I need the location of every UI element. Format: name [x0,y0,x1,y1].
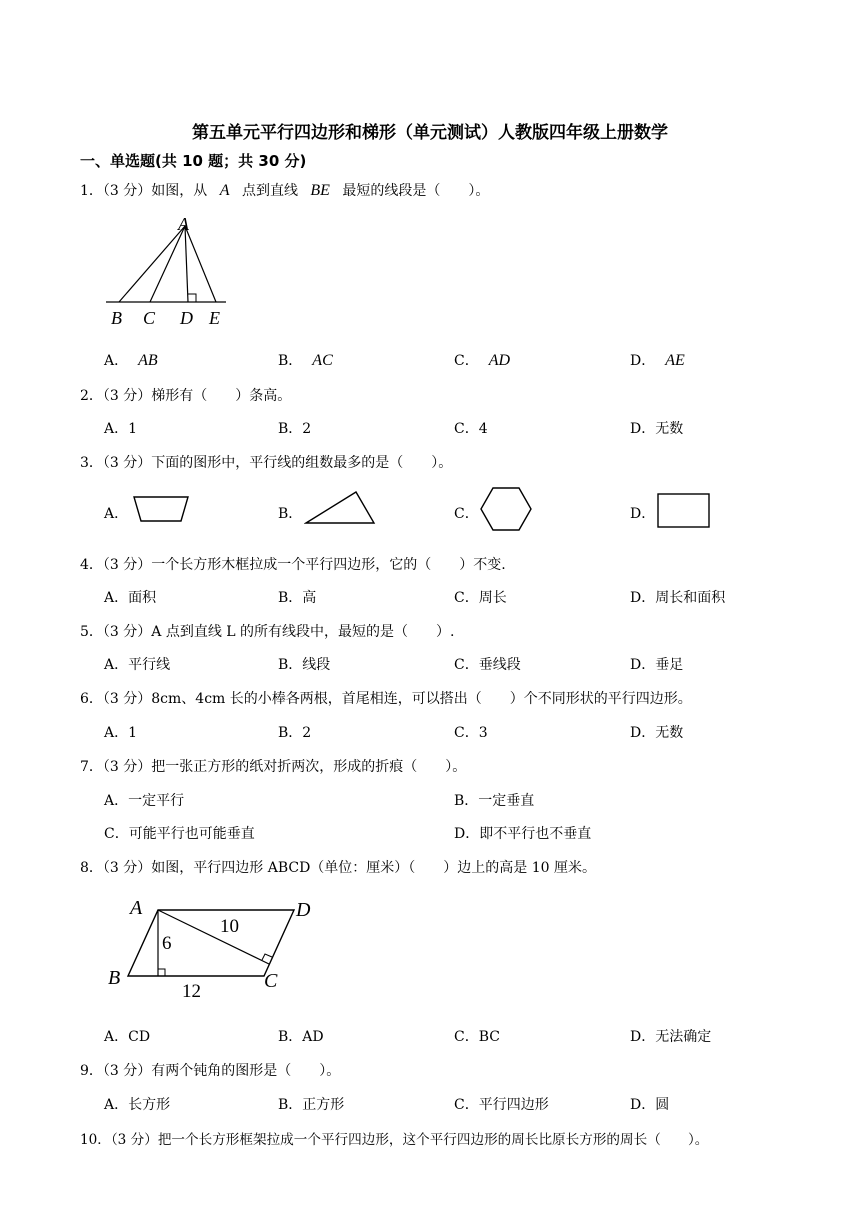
option-letter: B． [278,421,303,437]
option-letter: D． [630,421,656,437]
option-text: 无数 [655,725,684,741]
option-letter: C． [454,1029,479,1045]
option-letter: B． [278,506,303,522]
q3-trapezoid-shape [132,494,192,524]
option-text: 1 [128,421,138,437]
q8-right-angle-mark-side [262,954,272,960]
q8-label-ten: 10 [220,916,239,937]
option-text: AC [312,352,333,369]
section-heading: 一、单选题(共 10 题；共 30 分) [80,152,307,170]
q1-right-angle-mark [188,294,196,302]
q8-right-angle-mark-base [158,969,165,976]
q8-label-c: C [264,970,278,992]
q8-option-c[interactable] [454,1026,500,1046]
option-text: 垂足 [655,657,684,673]
option-text: 周长和面积 [655,590,726,606]
q8-option-d[interactable] [630,1026,711,1046]
option-letter: C． [454,657,479,673]
q9-option-c[interactable] [454,1094,549,1114]
q6-option-b[interactable] [278,722,311,742]
q2-option-c[interactable] [454,418,488,438]
option-text: BC [478,1029,500,1045]
q5-option-d[interactable] [630,654,683,674]
option-letter: D． [630,1029,656,1045]
option-letter: C． [104,826,129,842]
option-letter: A． [104,657,129,673]
option-letter: D． [630,506,656,522]
option-letter: B． [278,353,303,369]
option-letter: A． [104,793,129,809]
q1-option-d[interactable] [630,350,685,370]
q1-figure [100,214,240,332]
option-text: AD [302,1029,324,1045]
option-letter: A． [104,590,129,606]
q8-height-to-cd [158,910,269,964]
q3-option-d[interactable] [630,503,655,523]
q7-option-d[interactable] [454,823,591,843]
q8-label-a: A [130,897,143,919]
q9-option-b[interactable] [278,1094,344,1114]
q8-label-base: 12 [182,981,201,1002]
option-text: AE [665,352,685,369]
option-letter: A． [104,421,129,437]
option-text: 3 [478,725,488,741]
option-text: 垂线段 [478,657,521,673]
option-text: AD [488,352,511,369]
option-text: 平行四边形 [478,1097,549,1113]
question-6-stem: 6．（3 分）8cm、4cm 长的小棒各两根，首尾相连，可以搭出（ ）个不同形状的平行四边形。 [80,691,692,707]
question-4-stem: 4．（3 分）一个长方形木框拉成一个平行四边形，它的（ ）不变. [80,557,506,573]
question-10-stem: 10．（3 分）把一个长方形框架拉成一个平行四边形，这个平行四边形的周长比原长方形的周长（ ）。 [80,1132,709,1148]
option-letter: A． [104,506,129,522]
q4-option-c[interactable] [454,587,507,607]
q4-option-a[interactable] [104,587,156,607]
option-text: 无数 [655,421,684,437]
q1-stem-part: 最短的线段是（ ）。 [342,183,490,199]
option-letter: A． [104,1097,129,1113]
q1-label-a: A [178,214,189,234]
option-text: 平行线 [128,657,171,673]
q6-option-a[interactable] [104,722,137,742]
q3-hexagon-shape [479,486,533,532]
option-letter: B． [454,793,479,809]
option-text: 1 [128,725,138,741]
option-text: 高 [302,590,317,606]
option-letter: B． [278,725,303,741]
q1-label-d: D [180,308,193,328]
option-text: 圆 [655,1097,670,1113]
option-text: 线段 [302,657,331,673]
option-letter: D． [630,353,656,369]
option-letter: D． [630,725,656,741]
q2-option-b[interactable] [278,418,311,438]
q2-option-d[interactable] [630,418,683,438]
q3-triangle-shape [304,490,376,526]
option-text: 可能平行也可能垂直 [128,826,255,842]
q1-label-b: B [111,308,122,328]
q8-label-height: 6 [162,933,172,954]
question-2-stem: 2．（3 分）梯形有（ ）条高。 [80,388,292,404]
option-letter: B． [278,590,303,606]
option-letter: B． [278,1029,303,1045]
q2-option-a[interactable] [104,418,137,438]
option-text: 面积 [128,590,157,606]
option-letter: D． [630,590,656,606]
q7-option-c[interactable] [104,823,255,843]
option-letter: C． [454,353,479,369]
option-text: 即不平行也不垂直 [479,826,592,842]
q5-option-a[interactable] [104,654,170,674]
option-letter: C． [454,506,479,522]
option-letter: D． [630,1097,656,1113]
q5-option-b[interactable] [278,654,330,674]
option-text: 无法确定 [655,1029,712,1045]
q1-option-a[interactable] [104,350,158,370]
option-text: CD [128,1029,151,1045]
q4-option-b[interactable] [278,587,316,607]
option-letter: C． [454,421,479,437]
q6-option-c[interactable] [454,722,488,742]
question-5-stem: 5．（3 分）A 点到直线 L 的所有线段中，最短的是（ ）. [80,624,455,640]
q1-point-a: A [219,182,230,199]
q1-label-c: C [143,308,156,328]
q3-option-a[interactable] [104,503,128,523]
q8-option-b[interactable] [278,1026,324,1046]
option-text: AB [138,352,158,369]
q8-option-a[interactable] [104,1026,150,1046]
option-letter: A． [104,1029,129,1045]
q4-option-d[interactable] [630,587,725,607]
q1-segment-ae [185,226,216,302]
option-letter: C． [454,725,479,741]
q1-label-e: E [209,308,220,328]
option-text: 长方形 [128,1097,171,1113]
option-text: 2 [302,725,312,741]
q1-line-be: BE [310,182,330,199]
q1-stem-part: 点到直线 [241,183,298,199]
q1-option-b[interactable] [278,350,333,370]
q3-option-c[interactable] [454,503,479,523]
page-title: 第五单元平行四边形和梯形（单元测试）人教版四年级上册数学 [192,123,668,143]
question-8-stem: 8．（3 分）如图，平行四边形 ABCD（单位：厘米）（ ）边上的高是 10 厘米。 [80,860,597,876]
option-letter: A． [104,353,129,369]
q8-figure [100,890,330,1006]
option-letter: D． [630,657,656,673]
option-letter: B． [278,1097,303,1113]
q9-option-d[interactable] [630,1094,669,1114]
q8-label-b: B [108,967,121,989]
q1-segment-ac [150,226,185,302]
option-text: 正方形 [302,1097,345,1113]
q8-label-d: D [296,899,311,921]
option-text: 周长 [478,590,507,606]
question-3-stem: 3．（3 分）下面的图形中，平行线的组数最多的是（ ）。 [80,455,453,471]
option-text: 2 [302,421,312,437]
q1-stem-part: 1．（3 分）如图，从 [80,183,208,199]
question-1-stem [80,180,489,200]
question-7-stem: 7．（3 分）把一张正方形的纸对折两次，形成的折痕（ ）。 [80,759,467,775]
q9-option-a[interactable] [104,1094,170,1114]
q3-option-b[interactable] [278,503,302,523]
option-letter: A． [104,725,129,741]
option-text: 一定平行 [128,793,185,809]
q3-rectangle-shape [656,492,712,530]
q1-option-c[interactable] [454,350,510,370]
q8-parallelogram [128,910,294,976]
option-letter: B． [278,657,303,673]
option-letter: D． [454,826,480,842]
q7-option-b[interactable] [454,790,534,810]
q5-option-c[interactable] [454,654,521,674]
q6-option-d[interactable] [630,722,683,742]
q7-option-a[interactable] [104,790,184,810]
option-letter: C． [454,590,479,606]
option-letter: C． [454,1097,479,1113]
option-text: 一定垂直 [478,793,535,809]
option-text: 4 [478,421,488,437]
q1-segment-ab [119,226,185,302]
q1-segment-ad [185,226,188,302]
question-9-stem: 9．（3 分）有两个钝角的图形是（ ）。 [80,1063,341,1079]
